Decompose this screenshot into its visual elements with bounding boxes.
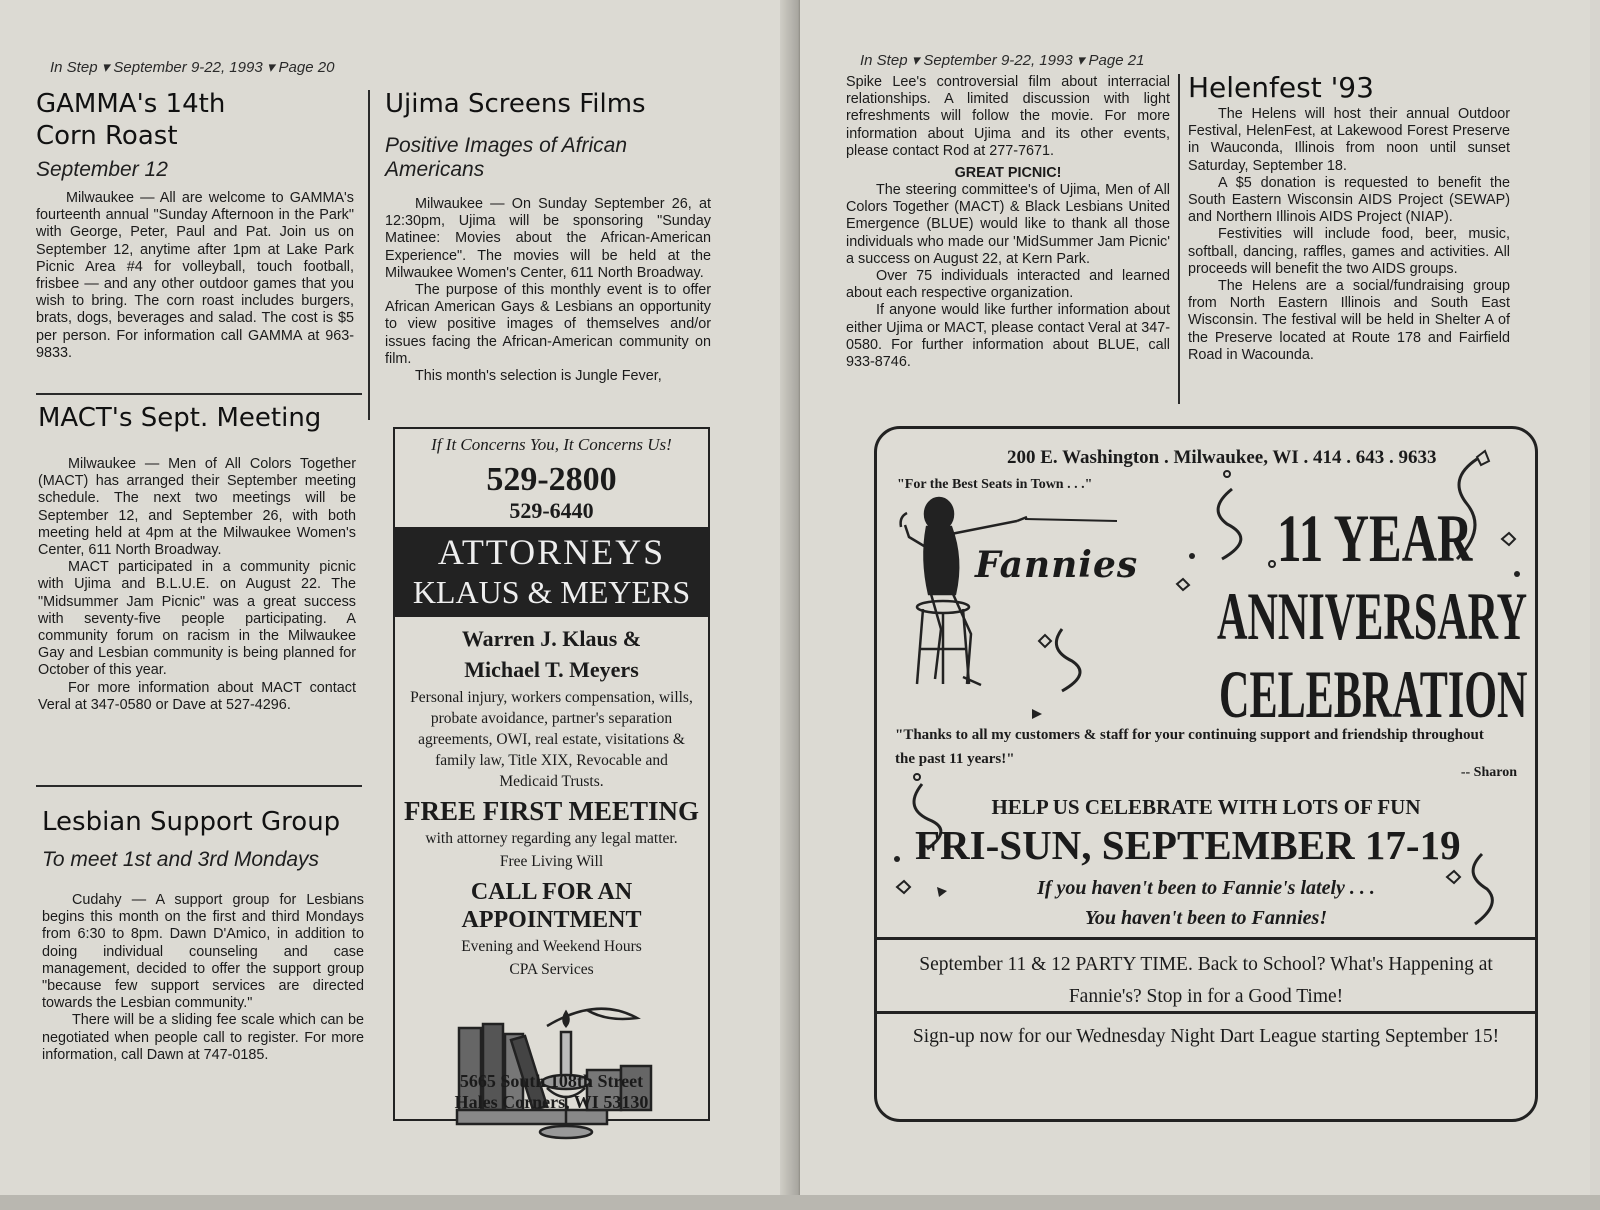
column-rule [1178, 74, 1180, 404]
ad-name2: Michael T. Meyers [464, 657, 639, 682]
ujima-continued-article [846, 74, 1170, 371]
helenfest-title: Helenfest '93 [1188, 71, 1374, 104]
ad-firm-band [395, 527, 708, 617]
ad-living-will: Free Living Will [499, 853, 604, 870]
mact-para1: Milwaukee — Men of All Colors Together (MACT) has arranged their September meeting schedule. The next two meetings will be September 12, and September 26, with both meeting held at 4pm at the Milwaukee Women's Center, 611 North Broadway. [38, 456, 356, 559]
fannies-lately-line1: If you haven't been to Fannie's lately . . . [1037, 877, 1375, 899]
ad-address-line1: 5665 South 108th Street [459, 1071, 644, 1091]
mact-article [38, 402, 356, 714]
ad-attorney-names [395, 623, 708, 685]
anniversary-headline-3: CELEBRATION [1219, 656, 1528, 732]
gamma-subtitle: September 12 [36, 158, 168, 181]
anniversary-headline-2: ANNIVERSARY [1217, 578, 1528, 654]
ujima-cont-para1: Spike Lee's controversial film about interracial relationships. A limited discussion with light refreshments will follow the movie. For more information about Ujima and its other events, please contact Rod at 277-7671. [846, 74, 1170, 159]
ad-free-detail: with attorney regarding any legal matter. [425, 830, 678, 847]
ad-cpa: CPA Services [509, 961, 594, 978]
mact-title: MACT's Sept. Meeting [38, 403, 322, 433]
fannies-advertisement [874, 426, 1538, 1122]
helenfest-article [1188, 72, 1510, 364]
page-folio: In Step ▾ September 9-22, 1993 ▾ Page 21 [860, 52, 1145, 69]
anniversary-headline-1: 11 YEAR [1277, 500, 1473, 576]
ujima-cont-para2: The steering committee's of Ujima, Men of All Colors Together (MACT) & Black Lesbians United Emergence (BLUE) would like to thank all those individuals who made our 'MidSummer Jam Picnic' a success on August 22, at Kern Park. [846, 182, 1170, 267]
divider [36, 785, 362, 787]
gamma-title-line2: Corn Roast [36, 121, 178, 151]
page-folio: In Step ▾ September 9-22, 1993 ▾ Page 20 [50, 59, 335, 76]
ad-hours: Evening and Weekend Hours [461, 938, 642, 955]
fannies-party-time: September 11 & 12 PARTY TIME. Back to School? What's Happening at Fannie's? Stop in for a Good Time! [919, 954, 1493, 1007]
left-page [0, 0, 795, 1195]
ujima-title: Ujima Screens Films [385, 89, 646, 119]
column-rule [368, 90, 370, 420]
lesbian-subtitle: To meet 1st and 3rd Mondays [42, 848, 320, 871]
helenfest-para4: The Helens are a social/fundraising group from North Eastern Illinois and South East Wisconsin. The festival will be held in Shelter A of the Preserve located at Route 178 and Fairfield Road in Wacounda. [1188, 278, 1510, 363]
fannies-signature: -- Sharon [1460, 765, 1517, 780]
lesbian-title: Lesbian Support Group [42, 807, 341, 837]
ujima-subtitle: Positive Images of African Americans [385, 134, 627, 181]
ujima-para1: Milwaukee — On Sunday September 26, at 12:30pm, Ujima will be sponsoring "Sunday Matinee: Movies about the African-American Experience". The movies will be held at the Milwaukee Women's Center, 611 North Broadway. [385, 196, 711, 281]
ad-services: Personal injury, workers compensation, wills, probate avoidance, partner's separation agreements, OWI, real estate, visitations & family law, Title XIX, Revocable and Medicaid Trusts. [410, 689, 693, 790]
ujima-cont-para4: If anyone would like further information about either Ujima or MACT, please contact Veral at 347-0580. For further information about BLUE, call 933-8746. [846, 302, 1170, 371]
ujima-cont-para3: Over 75 individuals interacted and learned about each respective organization. [846, 268, 1170, 302]
ad-tagline: If It Concerns You, It Concerns Us! [431, 435, 672, 454]
page-bottom-edge [0, 1195, 1600, 1210]
ad-phone-primary: 529-2800 [486, 461, 617, 498]
gamma-title-line1: GAMMA's 14th [36, 89, 226, 119]
helenfest-para3: Festivities will include food, beer, music, softball, dancing, raffles, games and activities. All proceeds will benefit the two AIDS groups. [1188, 226, 1510, 277]
fannies-address: 200 E. Washington . Milwaukee, WI . 414 . 643 . 9633 [1007, 447, 1437, 468]
fannies-event-dates: FRI-SUN, SEPTEMBER 17-19 [915, 822, 1461, 868]
ujima-para3: This month's selection is Jungle Fever, [415, 368, 662, 385]
fannies-best-seats: "For the Best Seats in Town . . ." [897, 477, 1093, 492]
gamma-article [36, 88, 354, 362]
ad-firm-name: KLAUS & MEYERS [412, 574, 691, 610]
helenfest-para1: The Helens will host their annual Outdoor Festival, HelenFest, at Lakewood Forest Preserve in Wauconda, Illinois from noon until sunset Saturday, September 18. [1188, 106, 1510, 174]
fannies-thanks-quote: "Thanks to all my customers & staff for your continuing support and friendship throughout the past 11 years!" [895, 727, 1484, 767]
ad-name1: Warren J. Klaus & [461, 626, 642, 651]
ad-phone-secondary: 529-6440 [509, 498, 594, 523]
ad-address-line2: Hales Corners, WI 53130 [454, 1092, 649, 1112]
divider [36, 393, 362, 395]
fannies-logo: Fannies [975, 544, 1139, 586]
mact-para2: MACT participated in a community picnic with Ujima and B.L.U.E. on August 22. The "Midsummer Jam Picnic" was a great success with seventy-five people participating. A community forum on racism in the Milwaukee Gay and Lesbian community is being planned for October of this year. [38, 559, 356, 679]
mact-para3: For more information about MACT contact Veral at 347-0580 or Dave at 527-4296. [38, 679, 356, 713]
ad-call-appointment: CALL FOR AN APPOINTMENT [461, 879, 642, 933]
ad-divider [877, 937, 1535, 940]
ujima-article [385, 88, 711, 385]
lesbian-para2: There will be a sliding fee scale which can be negotiated when people call to register. For more information, call Dawn at 747-0185. [42, 1012, 364, 1063]
ad-address [395, 1071, 708, 1113]
lesbian-para1: Cudahy — A support group for Lesbians begins this month on the first and third Mondays from 6:30 to 8pm. Dawn D'Amico, in addition to doing individual counseling and case management, decided to offer the support group "because few support services are directed towards the Lesbian community." [42, 892, 364, 1012]
ad-free-first-meeting: FREE FIRST MEETING [403, 796, 700, 826]
attorney-advertisement [393, 427, 710, 1121]
helenfest-para2: A $5 donation is requested to benefit the South Eastern Wisconsin AIDS Project (SEWAP) and Northern Illinois AIDS Project (NIAP). [1188, 174, 1510, 226]
fannies-help-celebrate: HELP US CELEBRATE WITH LOTS OF FUN [991, 795, 1421, 819]
fannies-lately-line2: You haven't been to Fannies! [1084, 907, 1328, 929]
ujima-para2: The purpose of this monthly event is to offer African American Gays & Lesbians an opportunity to view positive images of themselves and/or issues facing the African-American community on film. [385, 282, 711, 367]
fannies-dart-league: Sign-up now for our Wednesday Night Dart League starting September 15! [912, 1026, 1500, 1047]
gamma-body: Milwaukee — All are welcome to GAMMA's fourteenth annual "Sunday Afternoon in the Park" with George, Peter, Paul and Pat. Join us on September 12, anytime after 1pm at Lake Park Picnic Area #4 for volleyball, touch football, frisbee — and any other outdoor games that you wish to bring. The corn roast includes burgers, brats, dogs, beverages and salad. The cost is $5 per person. For information call GAMMA at 963-9833. [36, 190, 354, 361]
great-picnic-subhead: GREAT PICNIC! [954, 165, 1062, 182]
ad-divider [877, 1011, 1535, 1014]
ad-attorneys-heading: ATTORNEYS [437, 532, 666, 572]
lesbian-support-article [42, 806, 364, 1064]
